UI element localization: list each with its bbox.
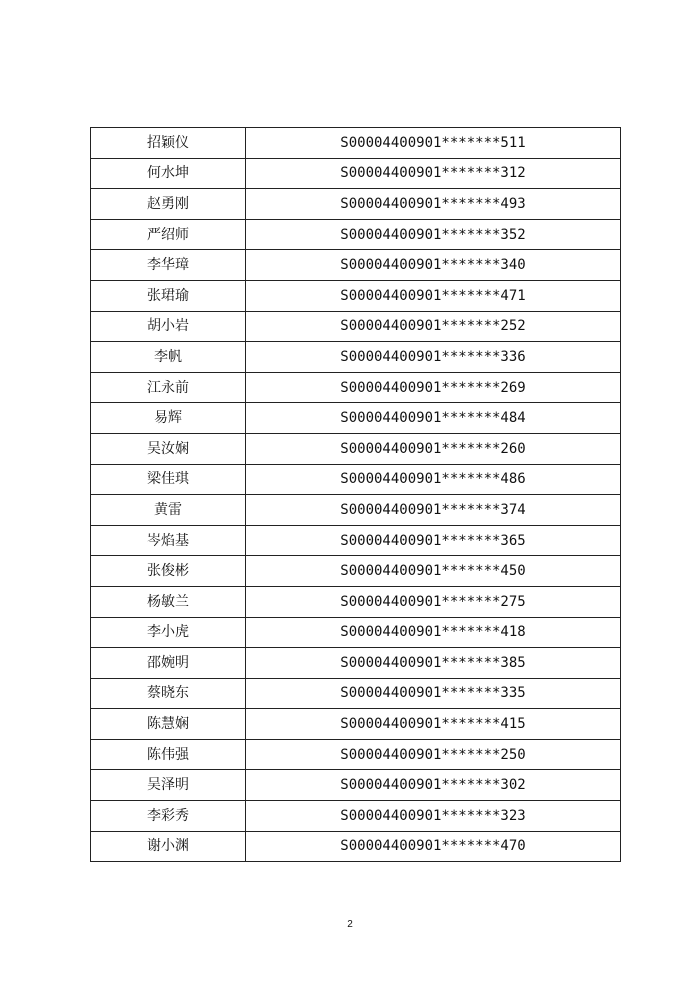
name-cell: 易辉 [91,403,246,434]
roster-table [90,127,621,862]
table-row [91,739,621,770]
name-cell: 张俊彬 [91,556,246,587]
id-cell: S00004400901*******470 [246,831,621,862]
name-cell: 陈伟强 [91,739,246,770]
table-row [91,586,621,617]
table-row [91,280,621,311]
table-row [91,342,621,373]
name-cell: 黄雷 [91,495,246,526]
id-cell: S00004400901*******352 [246,219,621,250]
id-cell: S00004400901*******275 [246,586,621,617]
id-cell: S00004400901*******340 [246,250,621,281]
id-cell: S00004400901*******418 [246,617,621,648]
id-cell: S00004400901*******260 [246,433,621,464]
table-row [91,648,621,679]
name-cell: 蔡晓东 [91,678,246,709]
name-cell: 李彩秀 [91,801,246,832]
id-cell: S00004400901*******493 [246,189,621,220]
id-cell: S00004400901*******250 [246,739,621,770]
table-row [91,250,621,281]
name-cell: 李小虎 [91,617,246,648]
name-cell: 梁佳琪 [91,464,246,495]
id-cell: S00004400901*******374 [246,495,621,526]
id-cell: S00004400901*******335 [246,678,621,709]
table-row [91,158,621,189]
id-cell: S00004400901*******471 [246,280,621,311]
id-cell: S00004400901*******302 [246,770,621,801]
name-cell: 杨敏兰 [91,586,246,617]
id-cell: S00004400901*******365 [246,525,621,556]
name-cell: 岑焰基 [91,525,246,556]
table-row [91,311,621,342]
table-row [91,372,621,403]
name-cell: 邵婉明 [91,648,246,679]
id-cell: S00004400901*******415 [246,709,621,740]
table-row [91,831,621,862]
table-row [91,128,621,159]
name-cell: 江永前 [91,372,246,403]
id-cell: S00004400901*******269 [246,372,621,403]
id-cell: S00004400901*******486 [246,464,621,495]
id-cell: S00004400901*******385 [246,648,621,679]
id-cell: S00004400901*******312 [246,158,621,189]
name-cell: 李华璋 [91,250,246,281]
name-cell: 陈慧娴 [91,709,246,740]
table-row [91,403,621,434]
id-cell: S00004400901*******336 [246,342,621,373]
table-row [91,617,621,648]
table-row [91,219,621,250]
table-row [91,709,621,740]
name-cell: 严绍师 [91,219,246,250]
table-row [91,189,621,220]
id-cell: S00004400901*******484 [246,403,621,434]
id-cell: S00004400901*******511 [246,128,621,159]
table-row [91,556,621,587]
name-cell: 招颖仪 [91,128,246,159]
table-row [91,678,621,709]
id-cell: S00004400901*******252 [246,311,621,342]
table-row [91,770,621,801]
name-cell: 吴汝娴 [91,433,246,464]
name-cell: 赵勇刚 [91,189,246,220]
table-row [91,801,621,832]
name-cell: 谢小渊 [91,831,246,862]
name-cell: 李帆 [91,342,246,373]
table-row [91,525,621,556]
name-cell: 张珺瑜 [91,280,246,311]
name-cell: 吴泽明 [91,770,246,801]
page-number: 2 [347,919,353,930]
table-row [91,464,621,495]
id-cell: S00004400901*******323 [246,801,621,832]
id-cell: S00004400901*******450 [246,556,621,587]
table-row [91,495,621,526]
name-cell: 何水坤 [91,158,246,189]
roster-table-body [91,128,621,862]
table-row [91,433,621,464]
name-cell: 胡小岩 [91,311,246,342]
